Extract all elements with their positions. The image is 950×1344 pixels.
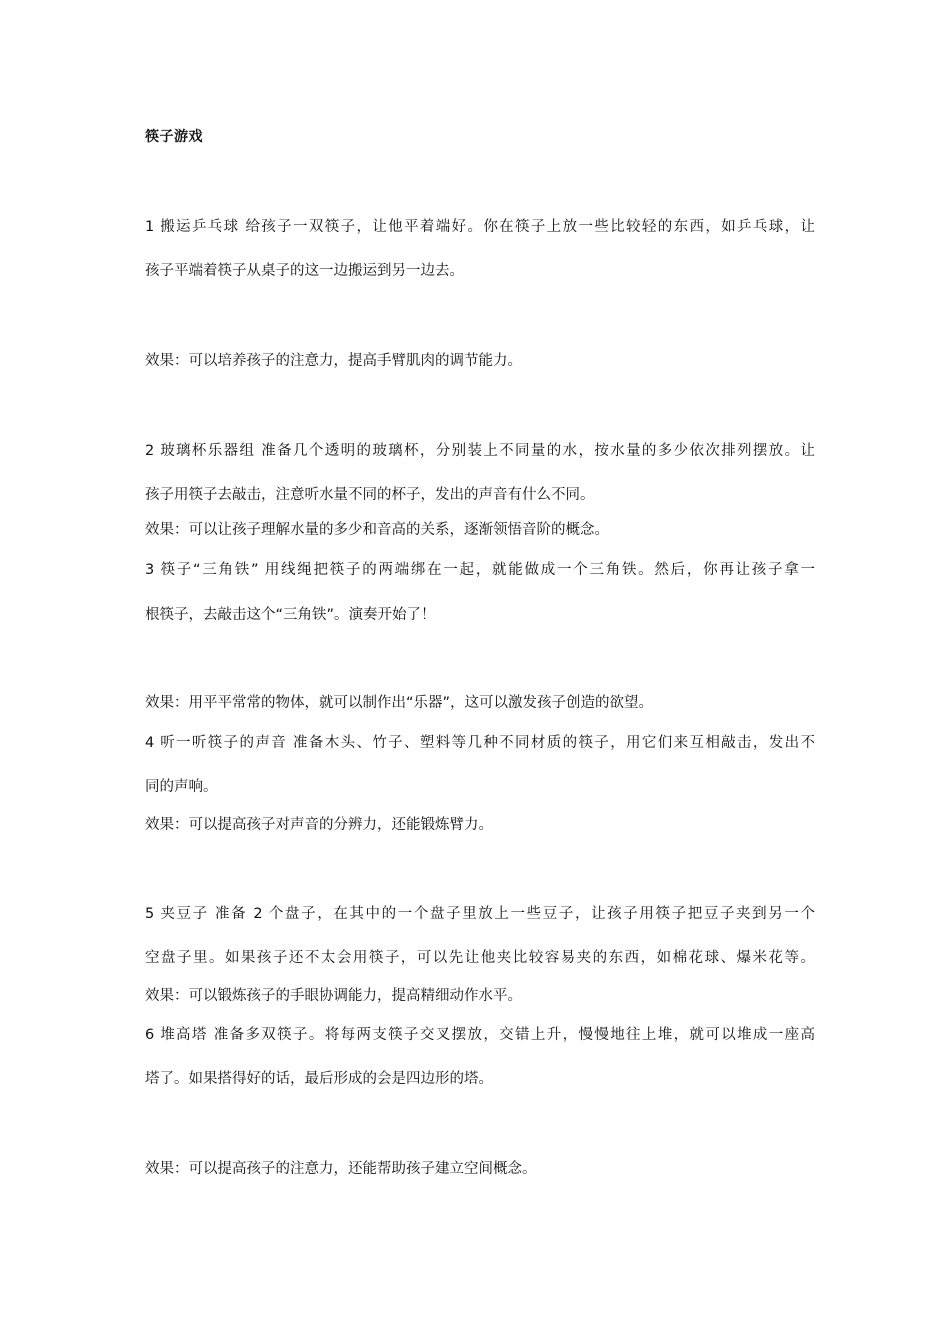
text-line: 效果：可以让孩子理解水量的多少和音高的关系，逐渐领悟音阶的概念。 [145,522,609,538]
text-line: 孩子平端着筷子从桌子的这一边搬运到另一边去。 [145,263,464,279]
text-line: 2 玻璃杯乐器组 准备几个透明的玻璃杯，分别装上不同量的水，按水量的多少依次排列摆放。让 [145,443,815,459]
text-line: 孩子用筷子去敲击，注意听水量不同的杯子，发出的声音有什么不同。 [145,487,595,503]
text-line: 效果：可以锻炼孩子的手眼协调能力，提高精细动作水平。 [145,988,522,1004]
text-line: 5 夹豆子 准备 2 个盘子，在其中的一个盘子里放上一些豆子，让孩子用筷子把豆子夹到另一个 [145,906,815,922]
text-line: 4 听一听筷子的声音 准备木头、竹子、塑料等几种不同材质的筷子，用它们来互相敲击，发出不 [145,735,815,751]
text-line: 效果：用平平常常的物体，就可以制作出“乐器”，这可以激发孩子创造的欲望。 [145,695,654,711]
text-line: 塔了。如果搭得好的话，最后形成的会是四边形的塔。 [145,1071,493,1087]
text-line: 效果：可以提高孩子的注意力，还能帮助孩子建立空间概念。 [145,1161,537,1177]
text-line: 效果：可以培养孩子的注意力，提高手臂肌肉的调节能力。 [145,353,522,369]
text-line: 空盘子里。如果孩子还不太会用筷子，可以先让他夹比较容易夹的东西，如棉花球、爆米花等。 [145,950,815,966]
text-line: 3 筷子“三角铁” 用线绳把筷子的两端绑在一起，就能做成一个三角铁。然后，你再让孩子拿一 [145,562,815,578]
text-line: 效果：可以提高孩子对声音的分辨力，还能锻炼臂力。 [145,817,493,833]
text-line: 同的声响。 [145,779,218,795]
text-line: 根筷子，去敲击这个“三角铁”。演奏开始了！ [145,607,436,623]
text-line: 1 搬运乒乓球 给孩子一双筷子，让他平着端好。你在筷子上放一些比较轻的东西，如乒乓球，让 [145,219,815,235]
text-line: 6 堆高塔 准备多双筷子。将每两支筷子交叉摆放，交错上升，慢慢地往上堆，就可以堆成一座高 [145,1027,815,1043]
document-title: 筷子游戏 [145,129,203,145]
